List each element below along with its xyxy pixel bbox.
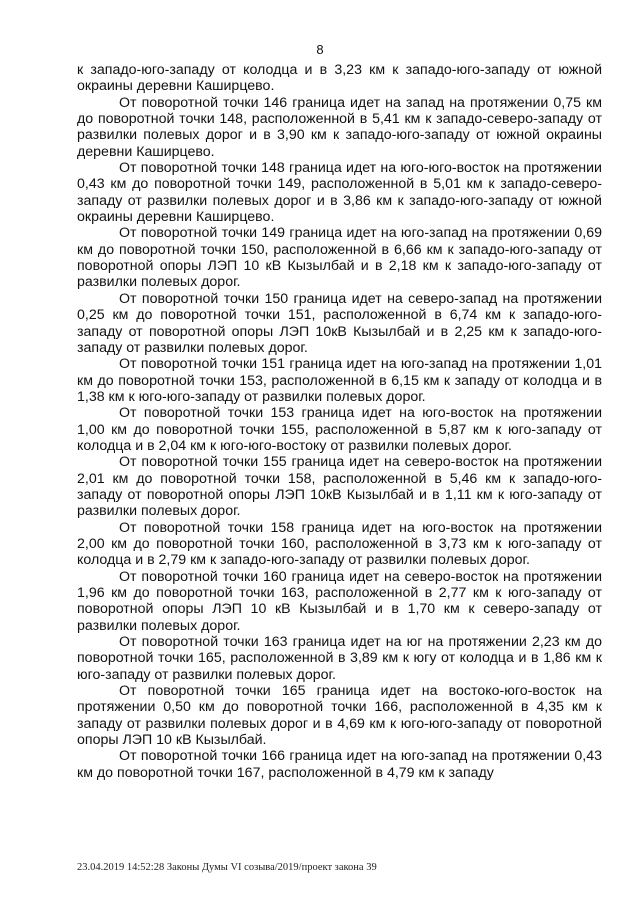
paragraph-point-151: От поворотной точки 151 граница идет на юго-запад на протяжении 1,01 км до поворотной точки 153, расположенной в 6,15 км к западу от колодца и в 1,38 км к юго-юго-западу от развилки полевых дорог. — [77, 356, 602, 405]
paragraph-continuation: к западо-юго-западу от колодца и в 3,23 км к западо-юго-западу от южной окраины деревни Каширцево. — [77, 62, 602, 95]
paragraph-point-165: От поворотной точки 165 граница идет на востоко-юго-восток на протяжении 0,50 км до поворотной точки 166, расположенной в 4,35 км к западу от развилки полевых дорог и в 4,69 км к юго-юго-западу от поворотной опоры ЛЭП 10 кВ Кызылбай. — [77, 683, 602, 749]
paragraph-point-166: От поворотной точки 166 граница идет на юго-запад на протяжении 0,43 км до поворотной точки 167, расположенной в 4,79 км к западу — [77, 748, 602, 781]
paragraph-point-148: От поворотной точки 148 граница идет на юго-юго-восток на протяжении 0,43 км до поворотной точки 149, расположенной в 5,01 км к западо-северо-западу от развилки полевых дорог и в 3,86 км к западо-юго-западу от южной окраины деревни Каширцево. — [77, 160, 602, 226]
paragraph-point-158: От поворотной точки 158 граница идет на юго-восток на протяжении 2,00 км до поворотной точки 160, расположенной в 3,73 км к юго-западу от колодца и в 2,79 км к западо-юго-западу от развилки полевых дорог. — [77, 519, 602, 569]
paragraph-point-146: От поворотной точки 146 граница идет на запад на протяжении 0,75 км до поворотной точки 148, расположенной в 5,41 км к западо-северо-западу от развилки полевых дорог и в 3,90 км к западо-юго-западу от южной окраины деревни Каширцево. — [77, 94, 602, 160]
document-body — [77, 62, 602, 781]
paragraph-point-160: От поворотной точки 160 граница идет на северо-восток на протяжении 1,96 км до поворотной точки 163, расположенной в 2,77 км к юго-западу от поворотной опоры ЛЭП 10 кВ Кызылбай и в 1,70 км к северо-западу от развилки полевых дорог. — [77, 568, 602, 634]
paragraph-point-150: От поворотной точки 150 граница идет на северо-запад на протяжении 0,25 км до поворотной точки 151, расположенной в 6,74 км к западо-юго-западу от поворотной опоры ЛЭП 10кВ Кызылбай и в 2,25 км к западо-юго-западу от развилки полевых дорог. — [77, 290, 602, 356]
document-footer: 23.04.2019 14:52:28 Законы Думы VI созыва/2019/проект закона 39 — [77, 862, 377, 873]
paragraph-point-163: От поворотной точки 163 граница идет на юг на протяжении 2,23 км до поворотной точки 165, расположенной в 3,89 км к югу от колодца и в 1,86 км к юго-западу от развилки полевых дорог. — [77, 634, 602, 683]
page-number: 8 — [316, 42, 324, 57]
paragraph-point-153: От поворотной точки 153 граница идет на юго-восток на протяжении 1,00 км до поворотной точки 155, расположенной в 5,87 км к юго-западу от колодца и в 2,04 км к юго-юго-востоку от развилки полевых дорог. — [77, 405, 602, 454]
paragraph-point-149: От поворотной точки 149 граница идет на юго-запад на протяжении 0,69 км до поворотной точки 150, расположенной в 6,66 км к западо-юго-западу от поворотной опоры ЛЭП 10 кВ Кызылбай и в 2,18 км к западо-юго-западу от развилки полевых дорог. — [77, 225, 602, 291]
paragraph-point-155: От поворотной точки 155 граница идет на северо-восток на протяжении 2,01 км до поворотной точки 158, расположенной в 5,46 км к западо-юго-западу от поворотной опоры ЛЭП 10кВ Кызылбай и в 1,11 км к юго-западу от развилки полевых дорог. — [77, 454, 602, 520]
